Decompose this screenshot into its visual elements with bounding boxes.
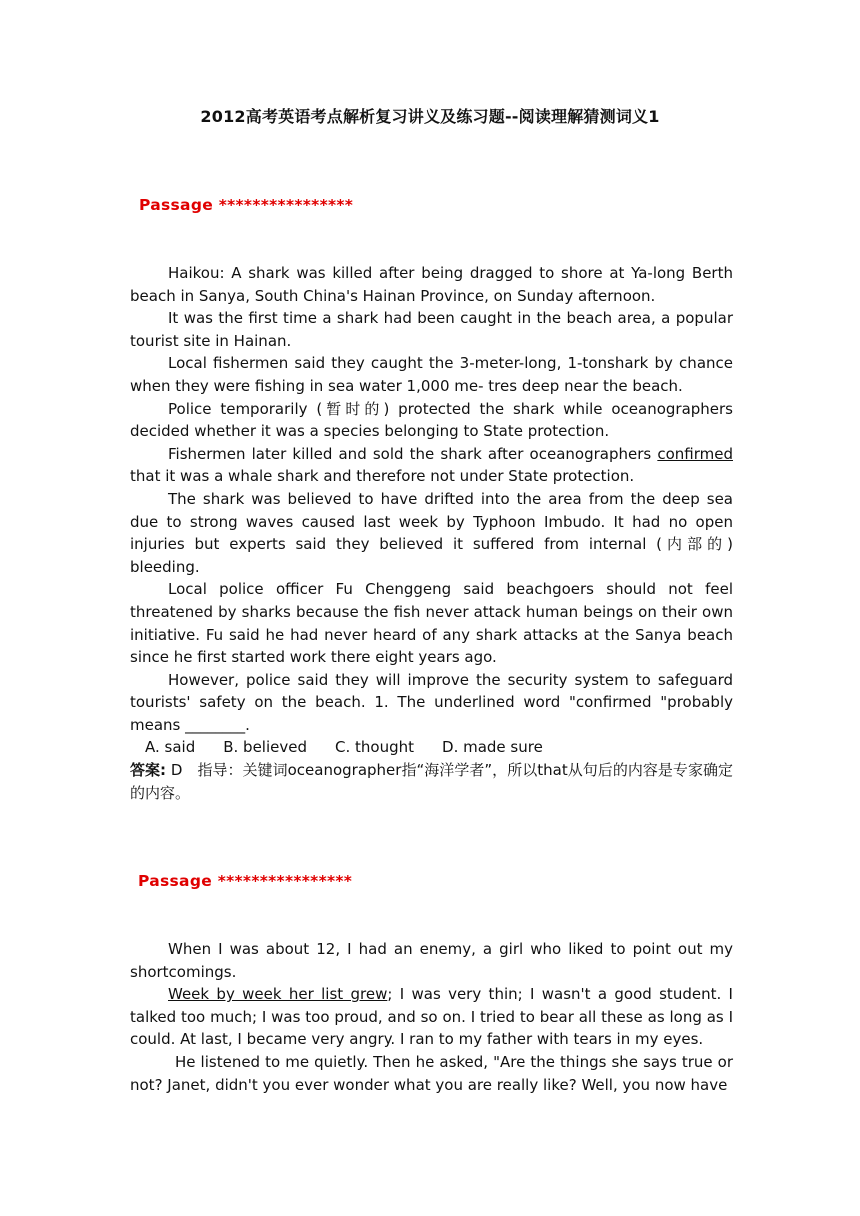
underlined-word-confirmed: confirmed (657, 444, 733, 463)
answer-text: D 指导：关键词oceanographer指“海洋学者”，所以that从句后的内容是专家确定的内容。 (130, 761, 733, 802)
option-b: B. believed (223, 738, 308, 757)
passage-2-paragraph: He listened to me quietly. Then he asked, "Are the things she says true or not? Janet, didn't you ever wonder what you are really like? Well, you now have (130, 1052, 733, 1094)
passage-1-paragraph: Haikou: A shark was killed after being dragged to shore at Ya-long Berth beach in Sanya, South China's Hainan Province, on Sunday afternoon. (130, 264, 733, 305)
answer-label: 答案: (130, 761, 167, 780)
answer-options (130, 736, 733, 759)
option-d: D. made sure (442, 738, 543, 757)
answer-explanation (130, 759, 733, 804)
underlined-phrase: Week by week her list grew (168, 985, 388, 1004)
passage-1-body (130, 262, 733, 804)
passage-1-paragraph: Local fishermen said they caught the 3-meter-long, 1-tonshark by chance when they were fishing in sea water 1,000 me- tres deep near the beach. (130, 354, 733, 395)
passage-1-heading: Passage **************** (139, 196, 354, 214)
passage-1-question: However, police said they will improve the security system to safeguard tourists' safety on the beach. 1. The underlined word "confirmed "probably means ________. (130, 670, 733, 734)
text-segment: ; I was very thin; I wasn't a good student. I talked too much; I was too proud, and so on. I tried to bear all these as long as I could. At last, I became very angry. I ran to my father with tears in my eyes. (130, 985, 733, 1049)
option-c: C. thought (335, 738, 415, 757)
passage-1-paragraph-confirmed (130, 443, 733, 488)
passage-2-body (130, 938, 733, 1096)
text-segment: that it was a whale shark and therefore not under State protection. (130, 467, 635, 486)
passage-1-paragraph: Local police officer Fu Chenggeng said beachgoers should not feel threatened by sharks because the fish never attack human beings on their own initiative. Fu said he had never heard of any shark attacks at the Sanya beach since he first started work there eight years ago. (130, 580, 733, 667)
passage-1-paragraph: It was the first time a shark had been caught in the beach area, a popular tourist site in Hainan. (130, 309, 733, 350)
passage-1-paragraph: The shark was believed to have drifted into the area from the deep sea due to strong waves caused last week by Typhoon Imbudo. It had no open injuries but experts said they believed it suffered from internal (内部的) bleeding. (130, 489, 733, 576)
passage-1-paragraph: Police temporarily (暂时的) protected the shark while oceanographers decided whether it was a species belonging to State protection. (130, 399, 733, 441)
passage-2-paragraph (130, 983, 733, 1051)
passage-2-heading: Passage **************** (138, 872, 353, 890)
document-title: 2012高考英语考点解析复习讲义及练习题--阅读理解猜测词义1 (200, 107, 660, 126)
option-a: A. said (145, 738, 196, 757)
text-segment: Fishermen later killed and sold the shark after oceanographers (168, 444, 658, 463)
passage-2-paragraph: When I was about 12, I had an enemy, a girl who liked to point out my shortcomings. (130, 940, 733, 981)
